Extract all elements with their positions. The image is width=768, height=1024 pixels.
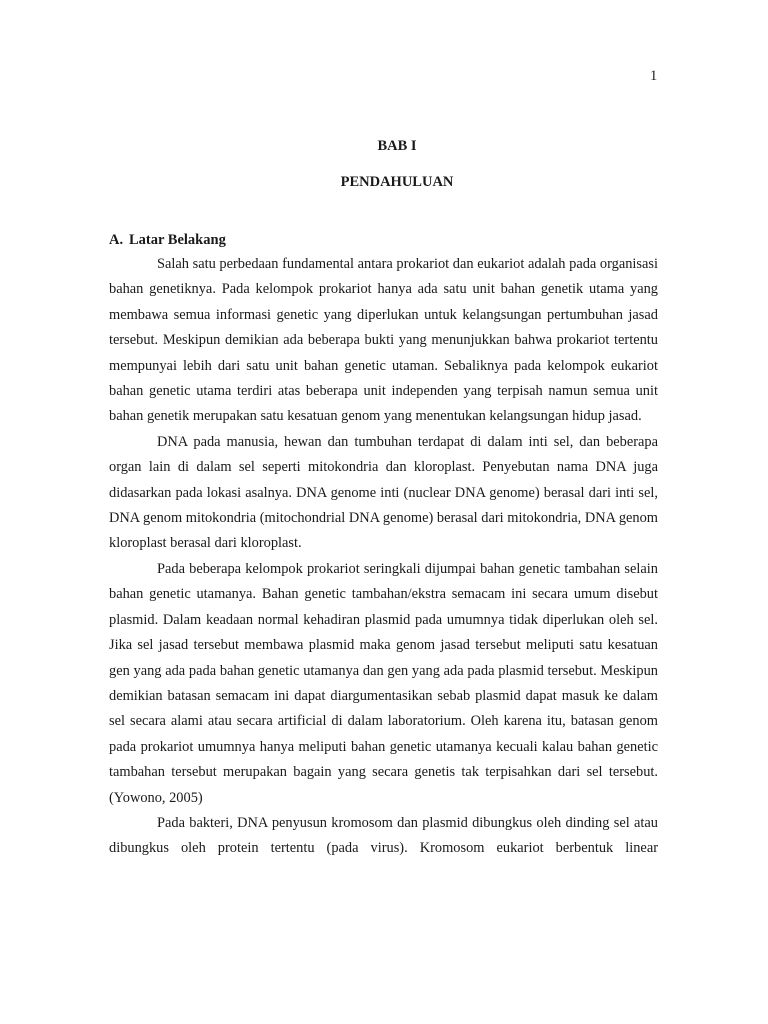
section-heading xyxy=(109,232,226,249)
body-text xyxy=(109,252,658,862)
chapter-number: BAB I xyxy=(377,138,417,154)
paragraph-4: Pada bakteri, DNA penyusun kromosom dan plasmid dibungkus oleh dinding sel atau dibungkus oleh protein tertentu (pada virus). Kromosom eukariot berbentuk linear xyxy=(109,814,658,857)
paragraph-1: Salah satu perbedaan fundamental antara prokariot dan eukariot adalah pada organisasi bahan genetiknya. Pada kelompok prokariot hanya ada satu unit bahan genetik utama yang membawa semua informasi genetic yang diperlukan untuk kelangsungan pertumbuhan jasad tersebut. Meskipun demikian ada beberapa bukti yang menunjukkan bahwa prokariot tertentu mempunyai lebih dari satu unit bahan genetic utaman. Sebaliknya pada kelompok eukariot bahan genetic utama terdiri atas beberapa unit independen yang terpisah namun semua unit bahan genetik merupakan satu kesatuan genom yang menentukan kelangsungan hidup jasad. xyxy=(109,256,658,425)
section-label: A. xyxy=(109,232,124,248)
page-number: 1 xyxy=(650,68,658,84)
section-title: Latar Belakang xyxy=(129,232,226,248)
paragraph-2: DNA pada manusia, hewan dan tumbuhan terdapat di dalam inti sel, dan beberapa organ lain di dalam sel seperti mitokondria dan kloroplast. Penyebutan nama DNA juga didasarkan pada lokasi asalnya. DNA genome inti (nuclear DNA genome) berasal dari inti sel, DNA genom mitokondria (mitochondrial DNA genome) berasal dari mitokondria, DNA genom kloroplast berasal dari kloroplast. xyxy=(109,433,658,552)
chapter-title: PENDAHULUAN xyxy=(340,174,454,190)
paragraph-3: Pada beberapa kelompok prokariot seringkali dijumpai bahan genetic tambahan selain bahan genetic utamanya. Bahan genetic tambahan/ekstra semacam ini secara umum disebut plasmid. Dalam keadaan normal kehadiran plasmid pada umumnya tidak diperlukan oleh sel. Jika sel jasad tersebut membawa plasmid maka genom jasad tersebut meliputi satu kesatuan gen yang ada pada bahan genetic utamanya dan gen yang ada pada plasmid tersebut. Meskipun demikian batasan semacam ini dapat diargumentasikan sebab plasmid dapat masuk ke dalam sel secara alami atau secara artificial di dalam laboratorium. Oleh karena itu, batasan genom pada prokariot umumnya hanya meliputi bahan genetic utamanya kecuali kalau bahan genetic tambahan tersebut merupakan bagain yang secara genetis tak terpisahkan dari sel tersebut. (Yowono, 2005) xyxy=(109,560,658,806)
